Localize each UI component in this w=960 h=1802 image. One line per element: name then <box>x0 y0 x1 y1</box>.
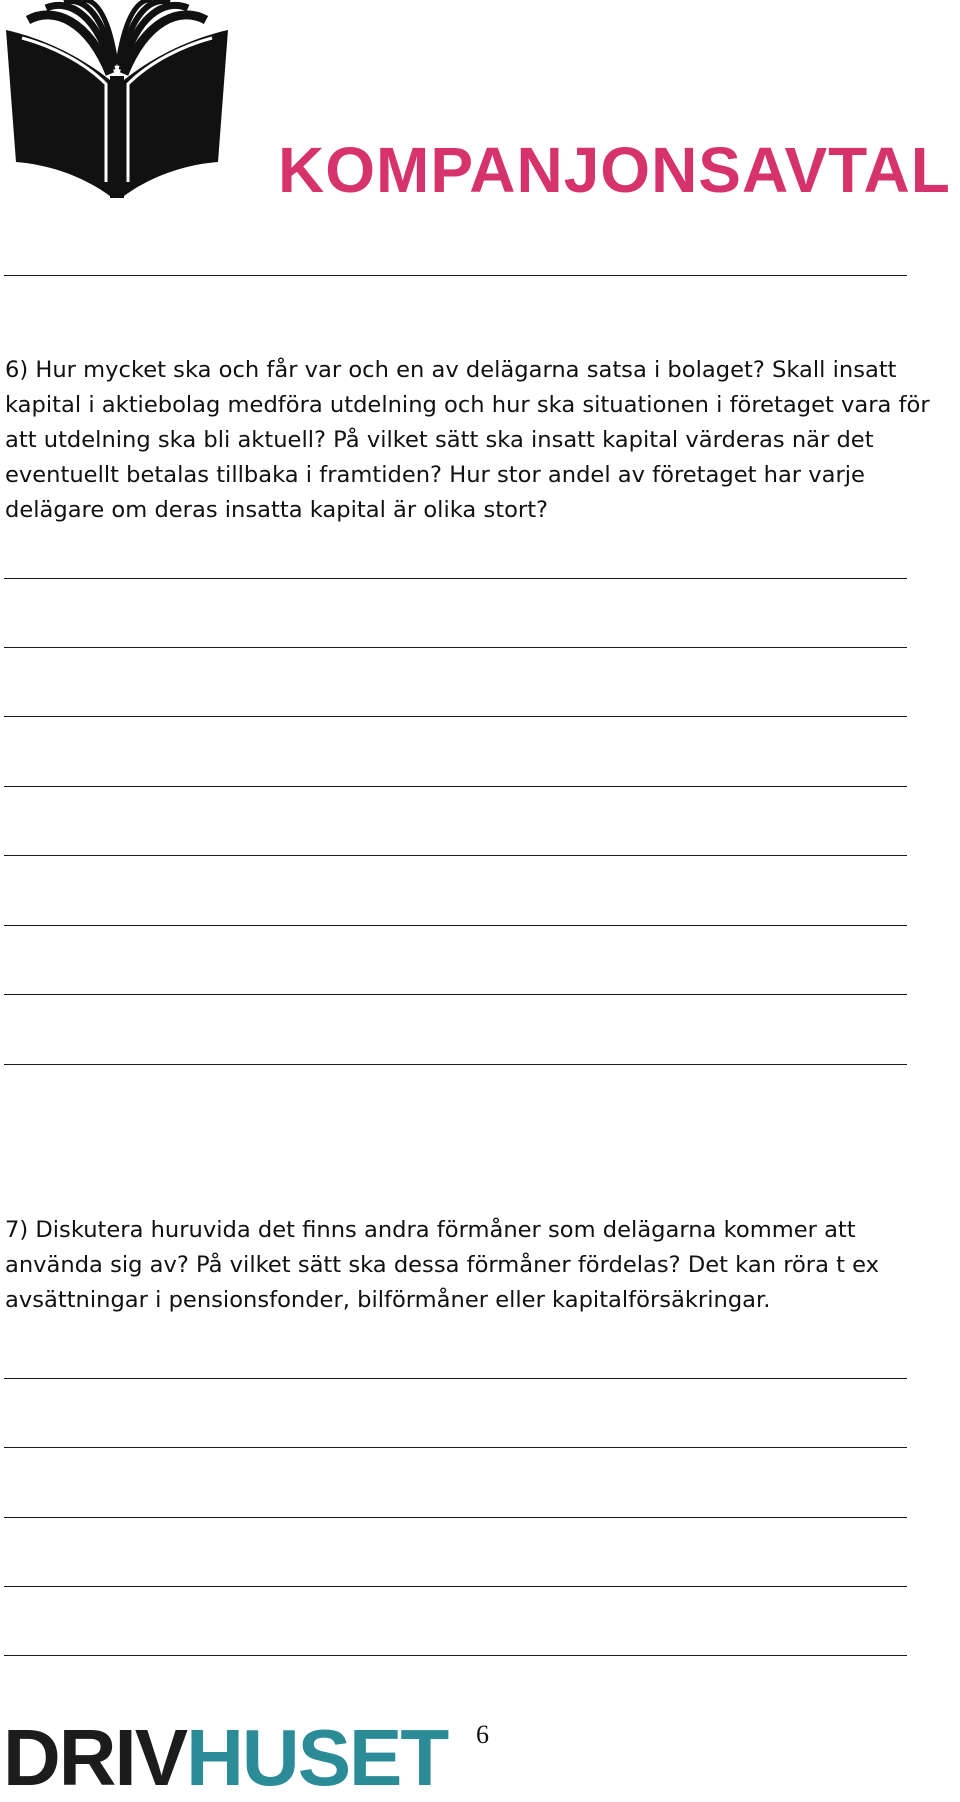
answer-line[interactable] <box>4 578 907 579</box>
brand-part-driv: DRIV <box>3 1713 187 1802</box>
drivhuset-logo <box>3 1713 448 1802</box>
answer-line[interactable] <box>4 855 907 856</box>
answer-line[interactable] <box>4 1586 907 1587</box>
brand-part-huset: HUSET <box>186 1713 448 1802</box>
header-divider <box>4 275 907 276</box>
answer-line[interactable] <box>4 716 907 717</box>
question-7-text: 7) Diskutera huruvida det finns andra förmåner som delägarna kommer att använda sig av? På vilket sätt ska dessa förmåner fördelas? Det kan röra t ex avsättningar i pensionsfonder, bilförmåner eller kapitalförsäkringar. <box>5 1217 880 1313</box>
answer-line[interactable] <box>4 994 907 995</box>
page-number: 6 <box>476 1720 489 1749</box>
answer-line[interactable] <box>4 1064 907 1065</box>
answer-line[interactable] <box>4 1655 907 1656</box>
answer-line[interactable] <box>4 786 907 787</box>
answer-line[interactable] <box>4 1517 907 1518</box>
question-6-text: 6) Hur mycket ska och får var och en av delägarna satsa i bolaget? Skall insatt kapital i aktiebolag medföra utdelning och hur ska situationen i företaget vara för att utdelning ska bli aktuell? På vilket sätt ska insatt kapital värderas när det eventuellt betalas tillbaka i framtiden? Hur stor andel av företaget har varje delägare om deras insatta kapital är olika stort? <box>5 357 930 523</box>
answer-line[interactable] <box>4 1378 907 1379</box>
open-book-icon <box>2 0 232 200</box>
answer-line[interactable] <box>4 647 907 648</box>
page-title: KOMPANJONSAVTAL <box>278 134 951 206</box>
answer-line[interactable] <box>4 925 907 926</box>
answer-line[interactable] <box>4 1447 907 1448</box>
